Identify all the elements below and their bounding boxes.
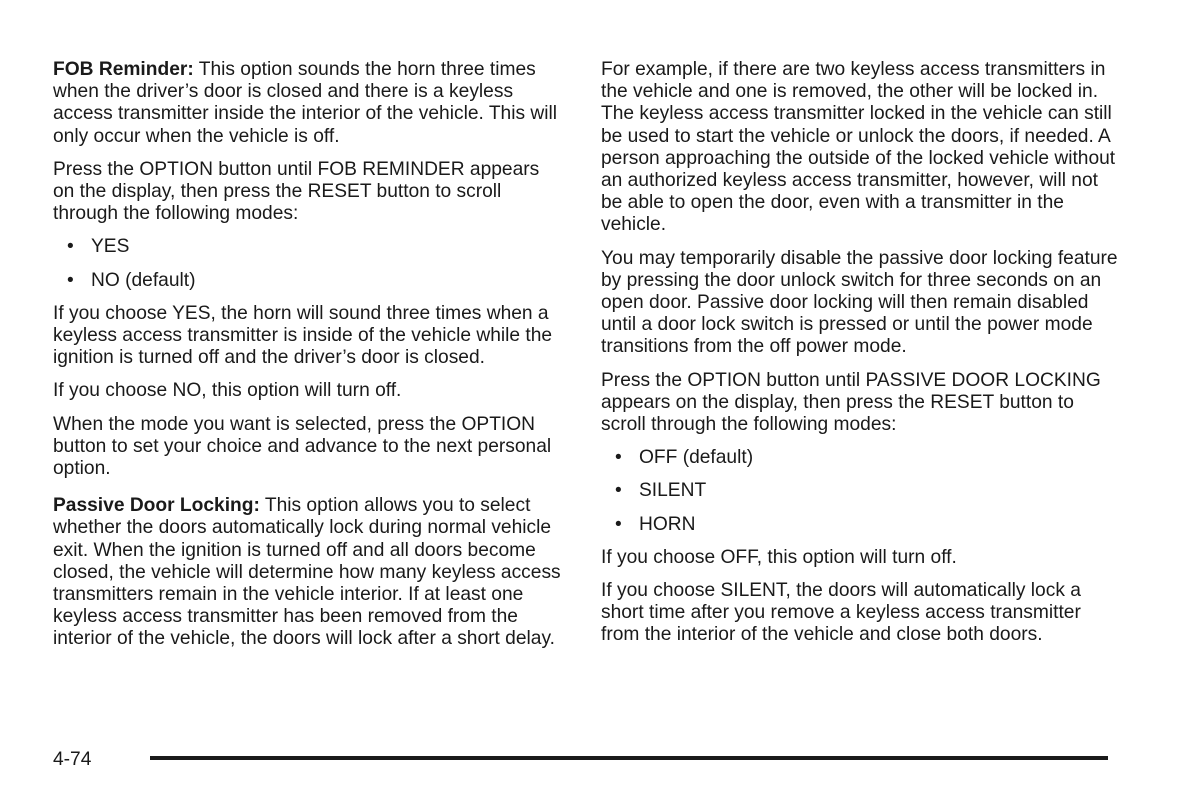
passive-instructions-paragraph: Press the OPTION button until PASSIVE DOOR LOCKING appears on the display, then press the RESET button to scroll through the following modes:: [601, 369, 1101, 436]
passive-locking-intro: This option allows you to select whether the doors automatically lock during normal vehicle exit. When the ignition is turned off and all doors become closed, the vehicle will determine how many keyless access transmitters remain in the vehicle interior. If at least one keyless access transmitter has been removed from the interior of the vehicle, the doors will lock after a short delay.: [53, 495, 561, 650]
passive-locking-heading: Passive Door Locking:: [53, 495, 260, 517]
passive-modes-list: [601, 447, 1121, 536]
fob-instructions-paragraph: Press the OPTION button until FOB REMINDER appears on the display, then press the RESET button to scroll through the following modes:: [53, 158, 540, 225]
off-paragraph: If you choose OFF, this option will turn off.: [601, 546, 957, 568]
fob-reminder-heading: FOB Reminder:: [53, 59, 194, 80]
mode-label: OFF (default): [639, 447, 754, 469]
left-column: [53, 59, 565, 662]
mode-label: NO (default): [91, 269, 196, 291]
bullet-icon: •: [615, 480, 622, 502]
passive-locking-paragraph: [53, 495, 565, 650]
fob-select-paragraph: When the mode you want is selected, press the OPTION button to set your choice and advance to the next personal option.: [53, 413, 552, 480]
bullet-icon: •: [67, 269, 74, 291]
bullet-icon: •: [615, 447, 622, 469]
disable-paragraph: You may temporarily disable the passive door locking feature by pressing the door unlock switch for three seconds on an open door. Passive door locking will then remain disabled until a door lock switch is pressed or until the power mode transitions from the off power mode.: [601, 247, 1118, 358]
mode-label: SILENT: [639, 480, 707, 502]
mode-label: YES: [91, 236, 130, 258]
footer-divider: [150, 756, 1108, 760]
fob-reminder-intro: This option sounds the horn three times when the driver’s door is closed and there is a keyless access transmitter inside the interior of the vehicle. This will only occur when the vehicle is off.: [53, 59, 558, 147]
fob-reminder-paragraph: [53, 59, 565, 148]
mode-label: HORN: [639, 513, 696, 535]
example-paragraph: For example, if there are two keyless access transmitters in the vehicle and one is removed, the other will be locked in. The keyless access transmitter locked in the vehicle can still be used to start the vehicle or unlock the doors, if needed. A person approaching the outside of the locked vehicle without an authorized keyless access transmitter, however, will not be able to open the door, even with a transmitter in the vehicle.: [601, 59, 1116, 236]
fob-modes-list: [53, 236, 565, 291]
fob-no-paragraph: If you choose NO, this option will turn off.: [53, 380, 402, 402]
bullet-icon: •: [615, 513, 622, 535]
list-item: [53, 236, 565, 258]
fob-yes-paragraph: If you choose YES, the horn will sound three times when a keyless access transmitter is inside of the vehicle while the ignition is turned off and the driver’s door is closed.: [53, 302, 553, 369]
list-item: [601, 514, 1121, 536]
list-item: [53, 270, 565, 292]
right-column: [601, 59, 1121, 658]
list-item: [601, 447, 1121, 469]
list-item: [601, 480, 1121, 502]
bullet-icon: •: [67, 236, 74, 258]
page-number: 4-74: [53, 749, 92, 770]
silent-paragraph: If you choose SILENT, the doors will automatically lock a short time after you remove a keyless access transmitter from the interior of the vehicle and close both doors.: [601, 580, 1081, 646]
